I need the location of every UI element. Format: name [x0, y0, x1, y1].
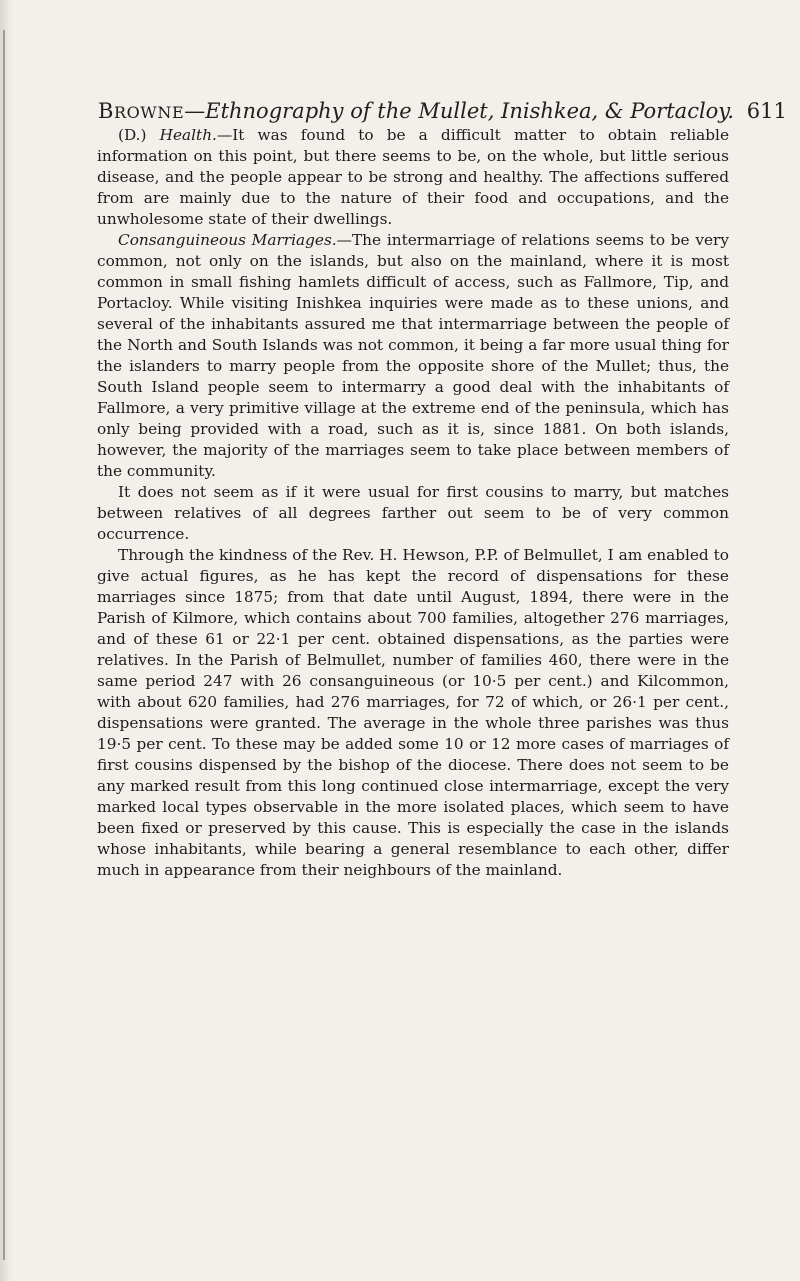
section-marker: (D.) [118, 126, 160, 144]
paragraph-text: —The intermarriage of relations seems to be very common, not only on the islands, but also on the mainland, where it is most common in small fishing hamlets difficult of access, such as Fallmore, Tip, and Portacloy. While visiting Inishkea inquiries were made as to these unions, and several of the inhabitants assured me that intermarriage between the people of the North and South Islands was not common, it being a far more usual thing for the islanders to marry people from the opposite shore of the Mullet; thus, the South Island people seem to intermarry a good deal with the inhabitants of Fallmore, a very primitive village at the extreme end of the peninsula, which has only being provided with a road, such as it is, since 1881. On both islands, however, the majority of the marriages seem to take place between members of the community. [97, 231, 730, 480]
section-heading-consanguineous: Consanguineous Marriages. [118, 231, 337, 249]
section-heading-health: Health. [159, 126, 217, 144]
paragraph-text: It does not seem as if it were usual for first cousins to marry, but matches between relatives of all degrees farther out seem to be of very common occurrence. [97, 483, 729, 543]
page-binding-line [3, 30, 5, 1260]
paragraph-health [97, 125, 729, 230]
paragraph-consanguineous [97, 230, 729, 482]
header-title: Ethnography of the Mullet, Inishkea, & Portacloy. [205, 99, 735, 123]
paragraph-text: Through the kindness of the Rev. H. Hewson, P.P. of Belmullet, I am enabled to give actual figures, as he has kept the record of dispensations for these marriages since 1875; from that date until August, 1894, there were in the Parish of Kilmore, which contains about 700 families, altogether 276 marriages, and of these 61 or 22·1 per cent. obtained dispensations, as the parties were relatives. In the Parish of Belmullet, number of families 460, there were in the same period 247 with 26 consanguineous (or 10·5 per cent.) and Kilcommon, with about 620 families, had 276 marriages, for 72 of which, or 26·1 per cent., dispensations were granted. The average in the whole three parishes was thus 19·5 per cent. To these may be added some 10 or 12 more cases of marriages of first cousins dispensed by the bishop of the diocese. There does not seem to be any marked result from this long continued close intermarriage, except the very marked local types observable in the more isolated places, which seem to have been fixed or preserved by this cause. This is especially the case in the islands whose inhabitants, while bearing a general resemblance to each other, differ much in appearance from their neighbours of the mainland. [97, 546, 729, 879]
body-text [97, 125, 729, 881]
header-dash: — [184, 99, 206, 123]
header-author-rest: ROWNE [113, 103, 185, 122]
header-author-initial: B [98, 99, 114, 123]
page-number: 611 [746, 99, 787, 123]
paragraph-figures [97, 545, 729, 881]
paragraph-cousins [97, 482, 729, 545]
running-header [98, 98, 787, 126]
paragraph-text: —It was found to be a difficult matter to obtain reliable information on this point, but there seems to be, on the whole, but little serious disease, and the people appear to be strong and healthy. The affections suffered from are mainly due to the nature of their food and occupations, and the unwholesome state of their dwellings. [97, 126, 729, 228]
